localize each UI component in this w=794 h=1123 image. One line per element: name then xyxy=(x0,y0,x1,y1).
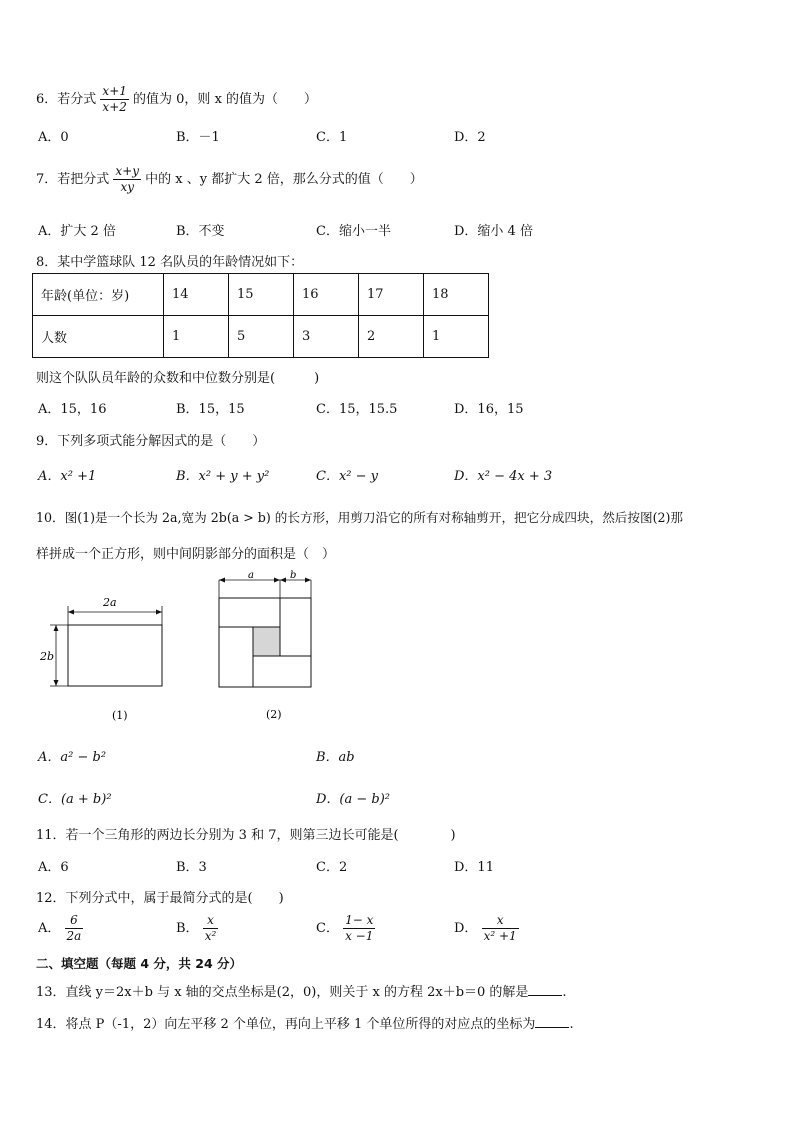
table-cell: 18 xyxy=(424,274,489,316)
option-d: D．11 xyxy=(454,860,494,875)
table-cell: 1 xyxy=(424,316,489,358)
fraction: $\frac{6}{2a}$ xyxy=(66,913,82,943)
question-10-line-1: 10．图(1)是一个长为 2a,宽为 2b(a > b) 的长方形，用剪刀沿它的所有对称轴剪开，把它分成四块，然后按图(2)那 xyxy=(36,510,684,525)
arrow-right-icon xyxy=(156,610,162,615)
table-cell: 1 xyxy=(164,316,229,358)
label-b: b xyxy=(290,570,297,581)
fraction: $\frac{x}{\text{x²}}$ xyxy=(204,913,217,943)
question-7: 7．若把分式 $\frac{x+y}{xy}$ 中的 x 、y 都扩大 2 倍，那么分式的值（ ） xyxy=(36,164,423,194)
option-b: B．15，15 xyxy=(176,402,245,417)
answer-blank[interactable] xyxy=(528,983,562,996)
figure-2 xyxy=(210,568,325,728)
question-8-prompt: 则这个队队员年龄的众数和中位数分别是( ) xyxy=(36,371,320,386)
option-a: A．15，16 xyxy=(38,402,107,417)
label-2a: 2a xyxy=(103,596,117,609)
question-11: 11．若一个三角形的两边长分别为 3 和 7，则第三边长可能是( ) xyxy=(36,828,456,843)
age-table xyxy=(32,273,489,358)
question-10-line-2: 样拼成一个正方形，则中间阴影部分的面积是（ ） xyxy=(36,547,336,562)
fraction: $\frac{x+1}{x+2}$ xyxy=(102,84,127,114)
label-2b: 2b xyxy=(40,650,55,663)
table-cell: 5 xyxy=(229,316,294,358)
rectangle xyxy=(68,625,162,686)
option-a: A． $\frac{6}{2a}$ xyxy=(38,913,82,943)
table-cell: 年龄(单位：岁) xyxy=(33,274,164,316)
table-cell: 15 xyxy=(229,274,294,316)
caption-2: (2) xyxy=(266,708,282,721)
option-b: B．－1 xyxy=(176,130,220,145)
option-d: D．16，15 xyxy=(454,402,524,417)
table-cell: 17 xyxy=(359,274,424,316)
figure-1 xyxy=(30,592,180,727)
table-row xyxy=(33,316,489,358)
option-a: A．扩大 2 倍 xyxy=(38,224,116,239)
question-14: 14．将点 P（-1，2）向左平移 2 个单位，再向上平移 1 个单位所得的对应点的坐标为 . xyxy=(36,1017,574,1032)
option-b: B．不变 xyxy=(176,224,225,239)
arrow-down-icon xyxy=(54,680,59,686)
question-13: 13．直线 y＝2x＋b 与 x 轴的交点坐标是(2，0)，则关于 x 的方程 2x＋b＝0 的解是 . xyxy=(36,985,567,1000)
option-d: D．缩小 4 倍 xyxy=(454,224,533,239)
option-d: D．2 xyxy=(454,130,486,145)
table-cell: 3 xyxy=(294,316,359,358)
table-cell: 16 xyxy=(294,274,359,316)
fraction: $\frac{x}{\text{x² +1}}$ xyxy=(483,913,517,943)
option-a: A．6 xyxy=(38,860,69,875)
fraction: $\frac{1- x}{x -1}$ xyxy=(345,913,374,943)
option-b: B．3 xyxy=(176,860,207,875)
table-cell: 14 xyxy=(164,274,229,316)
arrow-left-icon xyxy=(280,578,286,583)
option-c: C．2 xyxy=(316,860,348,875)
answer-blank[interactable] xyxy=(535,1015,569,1028)
table-row xyxy=(33,274,489,316)
section-title: 二、填空题（每题 4 分，共 24 分） xyxy=(36,956,243,971)
arrow-up-icon xyxy=(54,625,59,631)
arrow-right-icon xyxy=(274,578,280,583)
arrow-right-icon xyxy=(305,578,311,583)
option-c: C．缩小一半 xyxy=(316,224,391,239)
option-d: D．(a − b)² xyxy=(316,792,391,807)
arrow-left-icon xyxy=(68,610,74,615)
option-a: A．a² − b² xyxy=(38,750,107,765)
option-b: B． $\frac{x}{\text{x²}}$ xyxy=(176,913,217,943)
option-d: D． $\frac{x}{\text{x² +1}}$ xyxy=(454,913,517,943)
table-cell: 人数 xyxy=(33,316,164,358)
option-a: A．x² +1 xyxy=(38,469,97,484)
option-c: C． $\frac{1- x}{x -1}$ xyxy=(316,913,374,943)
option-b: B．ab xyxy=(316,750,355,765)
option-a: A．0 xyxy=(38,130,69,145)
table-cell: 2 xyxy=(359,316,424,358)
label-a: a xyxy=(248,570,254,581)
question-6: 6．若分式 $\frac{x+1}{x+2}$ 的值为 0，则 x 的值为（ ） xyxy=(36,84,318,114)
option-c: C．1 xyxy=(316,130,348,145)
shaded-square xyxy=(253,627,280,656)
option-b: B．x² + y + y² xyxy=(176,469,270,484)
question-12: 12．下列分式中，属于最简分式的是( ) xyxy=(36,891,284,906)
question-9: 9．下列多项式能分解因式的是（ ） xyxy=(36,434,266,449)
option-d: D．x² − 4x + 3 xyxy=(454,469,553,484)
arrow-left-icon xyxy=(219,578,225,583)
caption-1: (1) xyxy=(112,709,128,722)
option-c: C．(a + b)² xyxy=(38,792,112,807)
question-8: 8．某中学篮球队 12 名队员的年龄情况如下： xyxy=(36,255,304,270)
fraction: $\frac{x+y}{xy}$ xyxy=(115,164,140,194)
option-c: C．15，15.5 xyxy=(316,402,398,417)
option-c: C．x² − y xyxy=(316,469,378,484)
